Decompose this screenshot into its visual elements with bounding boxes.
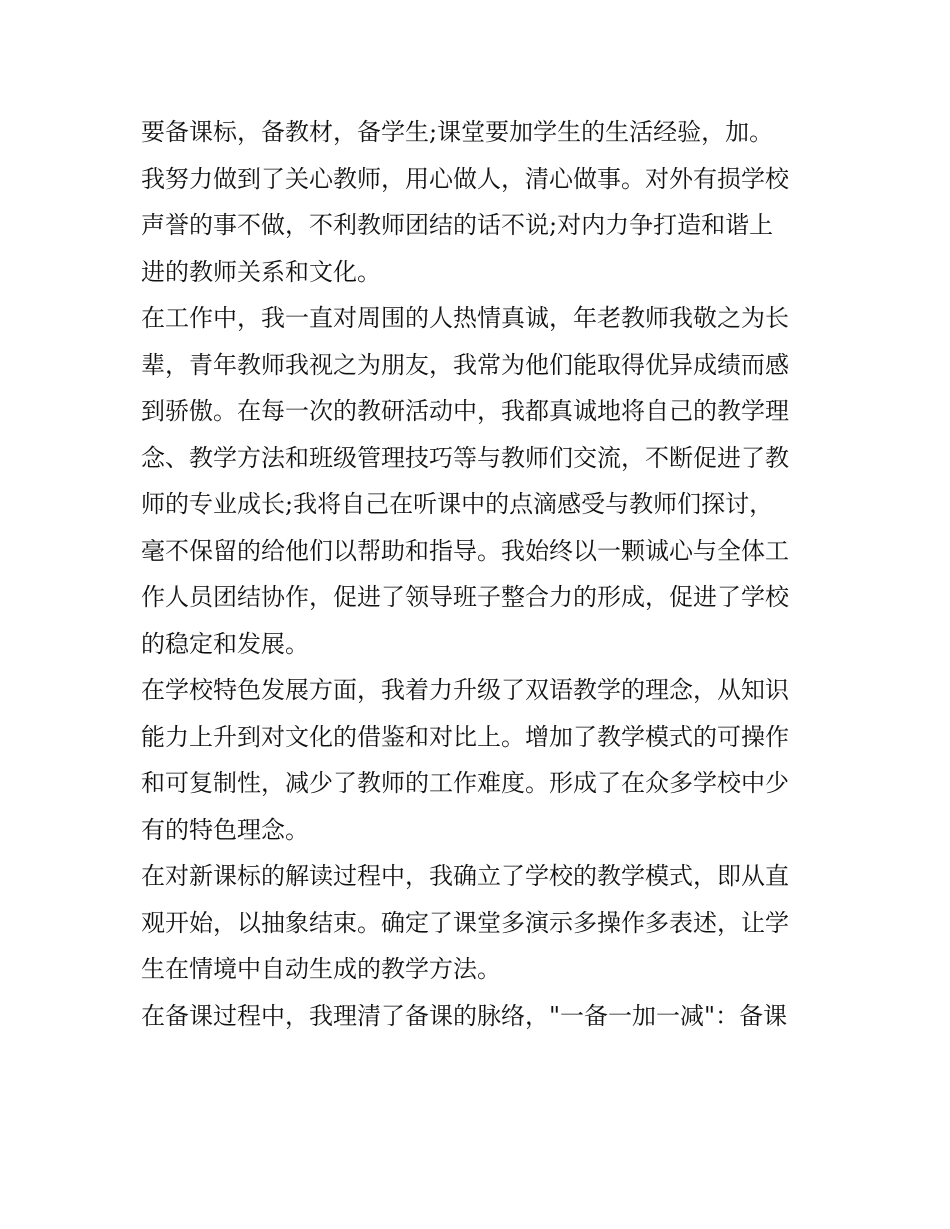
text-line: 作人员团结协作，促进了领导班子整合力的形成，促进了学校 — [141, 583, 789, 611]
text-line: 观开始，以抽象结束。确定了课堂多演示多操作多表述，让学 — [141, 908, 789, 937]
text-line: 辈，青年教师我视之为朋友，我常为他们能取得优异成绩而感 — [141, 350, 789, 379]
text-line: 到骄傲。在每一次的教研活动中，我都真诚地将自己的教学理 — [141, 397, 789, 425]
text-line: 在对新课标的解读过程中，我确立了学校的教学模式，即从直 — [141, 862, 789, 890]
text-line: 和可复制性，减少了教师的工作难度。形成了在众多学校中少 — [141, 769, 789, 797]
text-line: 生在情境中自动生成的教学方法。 — [141, 955, 501, 983]
text-line: 要备课标，备教材，备学生;课堂要加学生的生活经验，加。 — [141, 118, 774, 146]
text-line: 在工作中，我一直对周围的人热情真诚，年老教师我敬之为长 — [141, 304, 789, 332]
text-line: 念、教学方法和班级管理技巧等与教师们交流，不断促进了教 — [141, 443, 789, 472]
text-line: 声誉的事不做，不利教师团结的话不说;对内力争打造和谐上 — [141, 211, 774, 239]
text-line: 师的专业成长;我将自己在听课中的点滴感受与教师们探讨， — [141, 490, 774, 518]
text-line: 毫不保留的给他们以帮助和指导。我始终以一颗诚心与全体工 — [141, 536, 789, 565]
text-line: 能力上升到对文化的借鉴和对比上。增加了教学模式的可操作 — [141, 722, 789, 751]
text-line: 进的教师关系和文化。 — [141, 257, 381, 286]
text-line: 在备课过程中，我理清了备课的脉络，"一备一加一减"：备课 — [141, 1001, 788, 1030]
text-line: 在学校特色发展方面，我着力升级了双语教学的理念，从知识 — [141, 676, 789, 704]
text-line: 我努力做到了关心教师，用心做人，清心做事。对外有损学校 — [141, 164, 789, 193]
text-line: 的稳定和发展。 — [141, 629, 309, 658]
text-line: 有的特色理念。 — [141, 815, 309, 844]
document-body — [141, 112, 813, 1036]
